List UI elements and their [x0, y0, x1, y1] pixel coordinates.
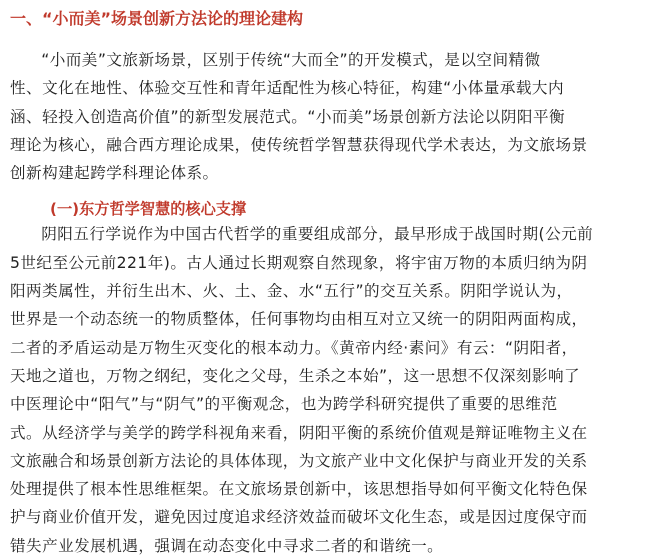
- body-line: 阳两类属性，并衍生出木、火、土、金、水“五行”的交互关系。阴阳学说认为，: [10, 282, 573, 301]
- body-line: 二者的矛盾运动是万物生灭变化的根本动力。《黄帝内经·素问》有云：“阴阳者，: [10, 338, 578, 357]
- body-line: 世界是一个动态统一的物质整体，任何事物均由相互对立又统一的阴阳两面构成，: [10, 310, 588, 329]
- intro-line: “小而美”文旅新场景，区别于传统“大而全”的开发模式，是以空间精微: [41, 51, 541, 69]
- section-heading: 一、“小而美”场景创新方法论的理论建构: [10, 9, 304, 28]
- intro-line: 创新构建起跨学科理论体系。: [10, 164, 219, 183]
- body-line: 阴阳五行学说作为中国古代哲学的重要组成部分，最早形成于战国时期(公元前: [41, 225, 594, 244]
- body-line: 错失产业发展机遇，强调在动态变化中寻求二者的和谐统一。: [10, 536, 444, 555]
- body-line: 中医理论中“阳气”与“阴气”的平衡观念，也为跨学科研究提供了重要的思维范: [10, 395, 558, 414]
- subheading: (一)东方哲学智慧的核心支撑: [50, 200, 247, 219]
- body-line: 文旅融合和场景创新方法论的具体体现，为文旅产业中文化保护与商业开发的关系: [10, 451, 588, 470]
- intro-line: 涵、轻投入创造高价值”的新型发展范式。“小而美”场景创新方法论以阴阳平衡: [10, 107, 566, 126]
- intro-paragraph: [10, 46, 635, 187]
- body-line: 护与商业价值开发，避免因过度追求经济效益而破坏文化生态，或是因过度保守而: [10, 508, 588, 527]
- body-line: 处理提供了根本性思维框架。在文旅场景创新中，该思想指导如何平衡文化特色保: [10, 480, 588, 499]
- body-line: 式。从经济学与美学的跨学科视角来看，阴阳平衡的系统价值观是辩证唯物主义在: [10, 423, 588, 442]
- body-paragraph: [10, 220, 635, 560]
- intro-line: 理论为核心，融合西方理论成果，使传统哲学智慧获得现代学术表达，为文旅场景: [10, 135, 588, 154]
- body-line: 5世纪至公元前221年)。古人通过长期观察自然现象，将宇宙万物的本质归纳为阴: [10, 253, 588, 272]
- body-line: 天地之道也，万物之纲纪，变化之父母，生杀之本始”，这一思想不仅深刻影响了: [10, 366, 581, 385]
- intro-line: 性、文化在地性、体验交互性和青年适配性为核心特征，构建“小体量承载大内: [10, 79, 565, 98]
